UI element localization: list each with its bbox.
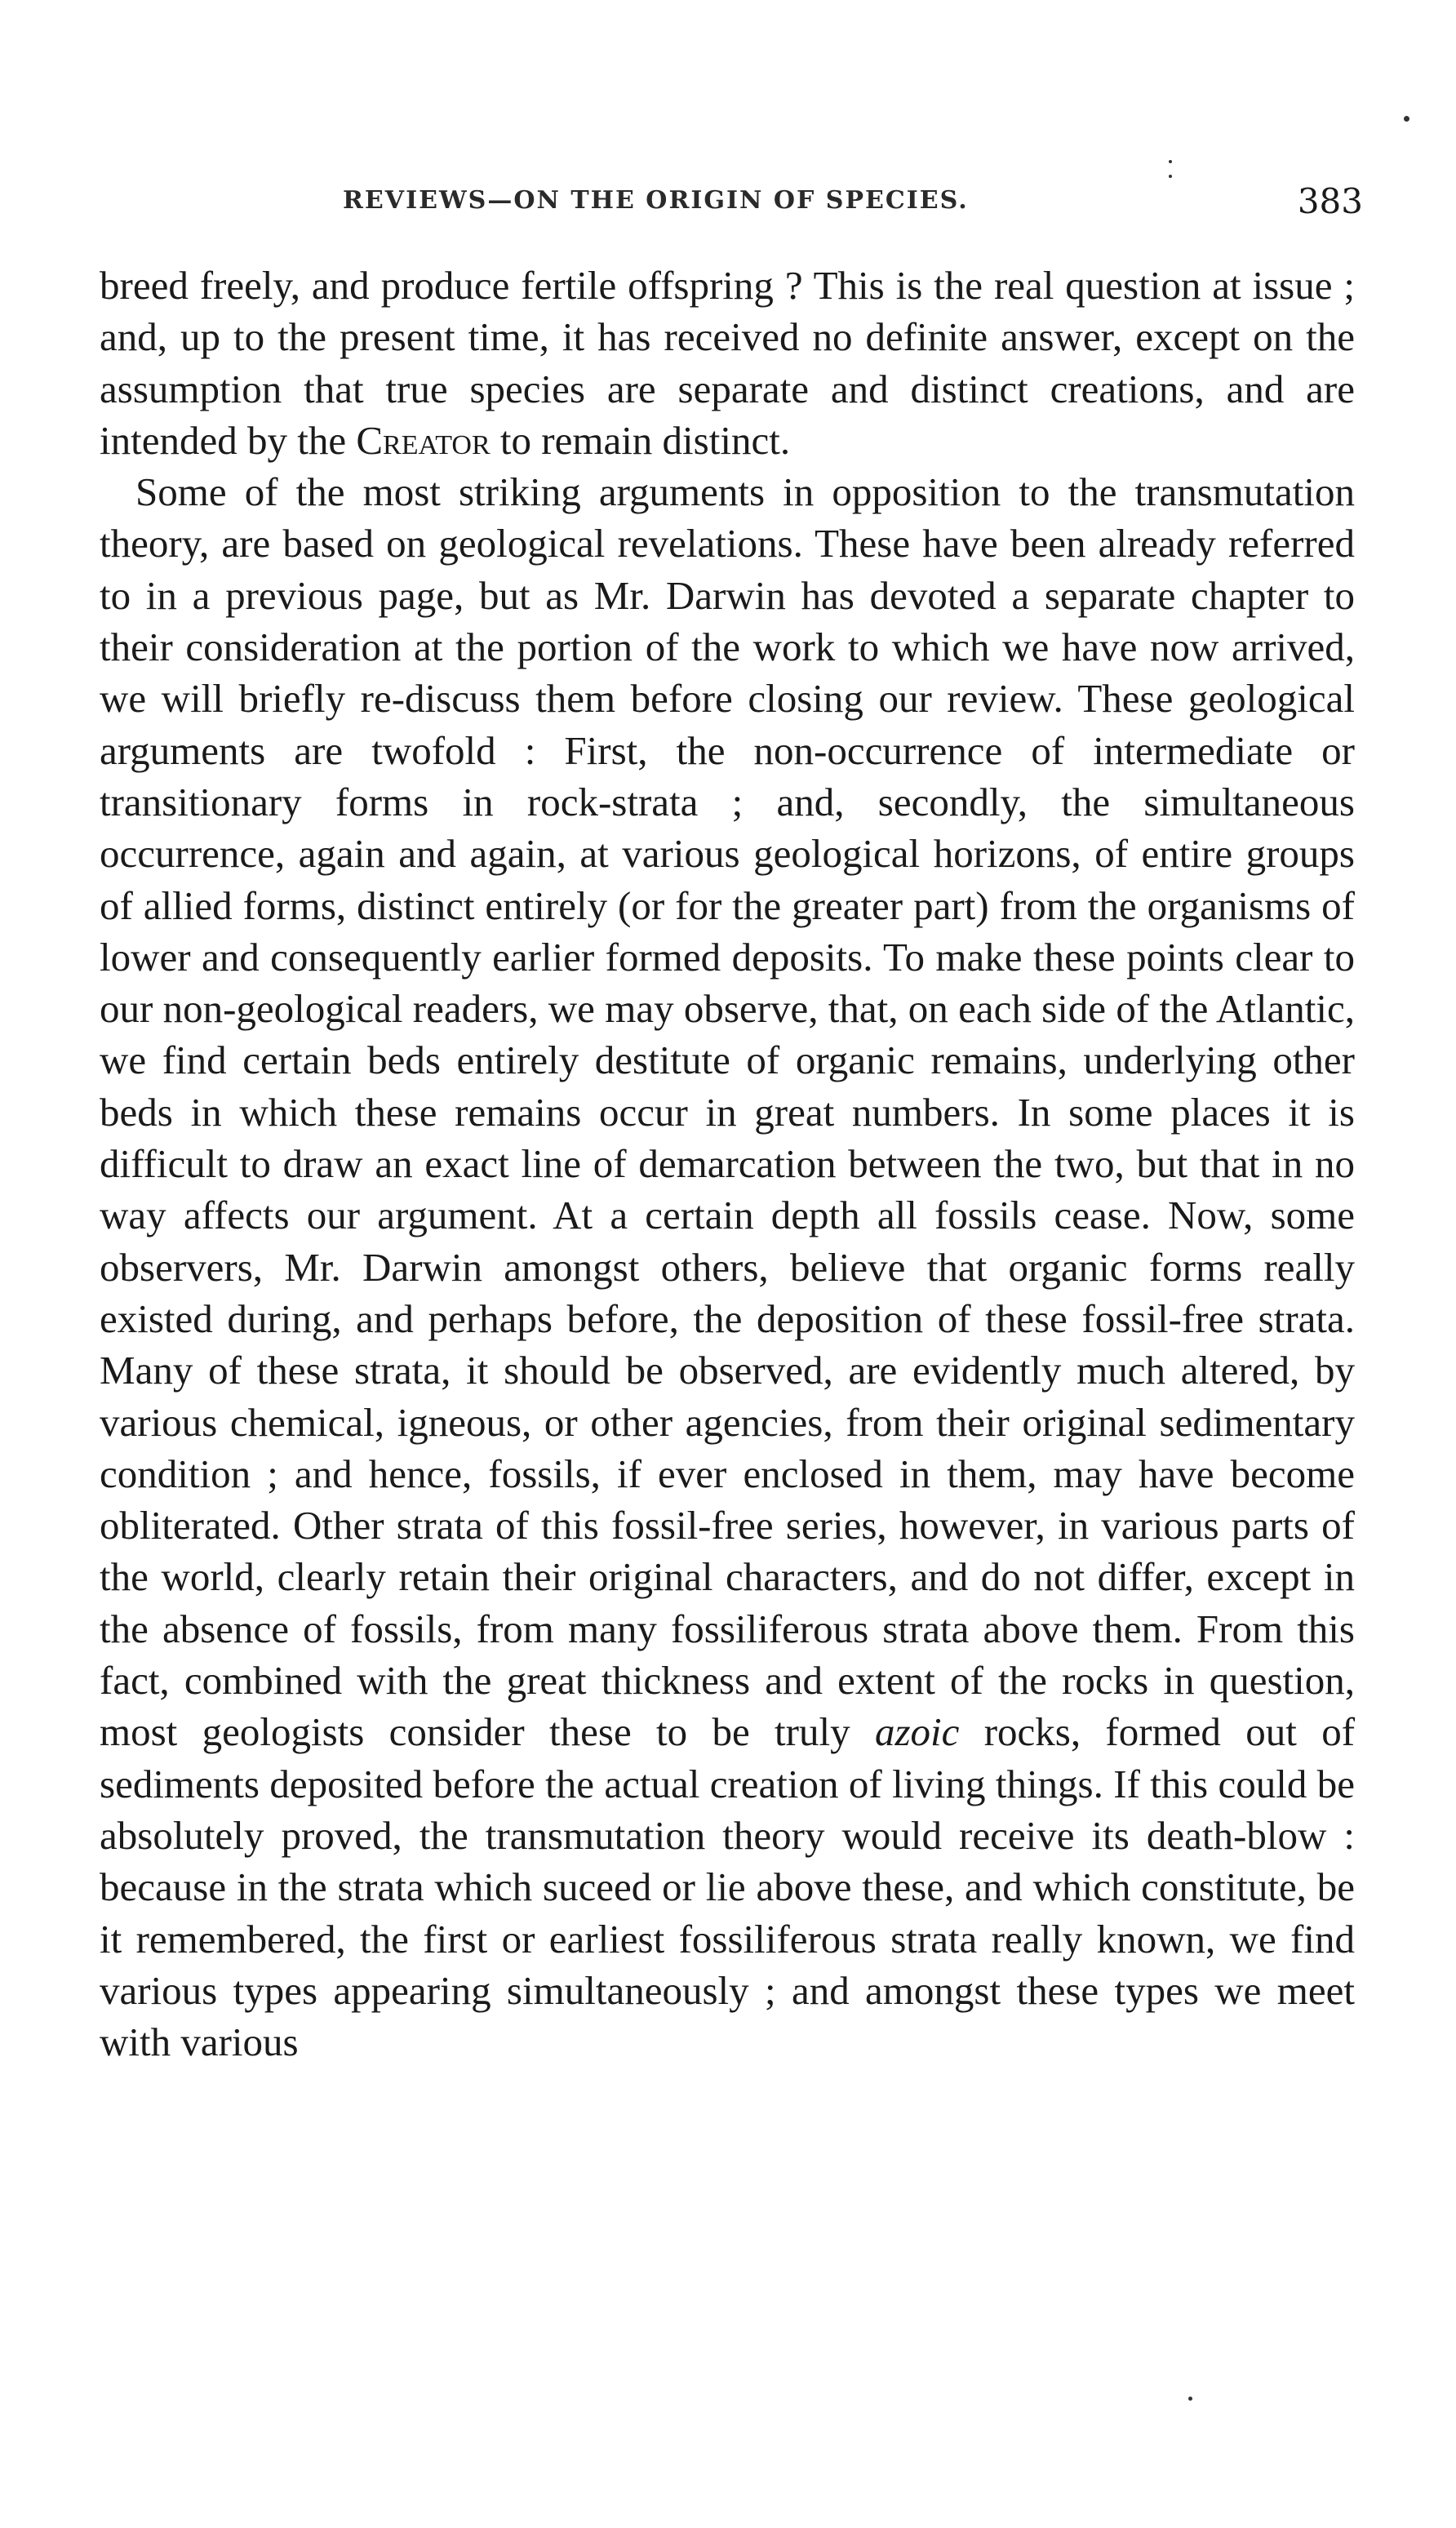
paragraph-2: [100, 466, 1355, 2068]
scan-speck: [1188, 2397, 1192, 2401]
scan-speck: [1169, 160, 1172, 163]
running-head: [98, 181, 1371, 230]
azoic-italic: azoic: [874, 1709, 960, 1755]
scan-speck: [1169, 175, 1172, 178]
paragraph-1-end: to remain distinct.: [499, 417, 791, 463]
running-head-title: REVIEWS—ON THE ORIGIN OF SPECIES.: [343, 186, 969, 215]
paragraph-1: [100, 260, 1355, 466]
paragraph-2-text-a: Some of the most striking arguments in opposition to the transmutation theory, are based on geological revelations. These have been already referred to in a previous page, but as Mr. Darwin has devoted a separate chapter to their consideration at the portion of the work to which we have now arrived, we will briefly re-discuss them before closing our review. These geological arguments are twofold : First, the non-occurrence of intermediate or transitionary forms in rock-strata ; and, secondly, the simultaneous occurrence, again and again, at various geological horizons, of entire groups of allied forms, distinct entirely (or for the greater part) from the organisms of lower and consequently earlier formed deposits. To make these points clear to our non-geological readers, we may observe, that, on each side of the Atlantic, we find certain beds entirely destitute of organic remains, underlying other beds in which these remains occur in great numbers. In some places it is difficult to draw an exact line of demarcation between the two, but that in no way affects our argument. At a certain depth all fossils cease. Now, some observers, Mr. Darwin amongst others, believe that organic forms really existed during, and perhaps before, the deposition of these fossil-free strata. Many of these strata, it should be observed, are evidently much altered, by various chemical, igneous, or other agencies, from their original sedimentary condition ; and hence, fossils, if ever enclosed in them, may have become obliterated. Other strata of this fossil-free series, however, in various parts of the world, clearly retain their original characters, and do not differ, except in the absence of fossils, from many fossiliferous strata above them. From this fact, combined with the great thickness and extent of the rocks in question, most geologists consider these to be truly: [100, 469, 1355, 1755]
page-number: 383: [1297, 181, 1363, 221]
paragraph-2-text-b: rocks, formed out of sediments deposited before the actual creation of living things. If this could be absolutely proved, the transmutation theory would receive its death-blow : because in the strata which suceed or lie above these, and which constitute, be it remembered, the first or earliest fossiliferous strata really known, we find various types appearing simultaneously ; and amongst these types we meet with various: [100, 1709, 1356, 2065]
paragraph-1-text: breed freely, and produce fertile offspring ? This is the real question at issue ; and, up to the present time, it has received no definite answer, except on the assumption that true species are separate and distinct creations, and are intended by the: [100, 263, 1355, 463]
body-text: [100, 260, 1355, 2068]
scan-speck: [1404, 116, 1409, 122]
creator-smallcaps: Creator: [356, 417, 491, 463]
